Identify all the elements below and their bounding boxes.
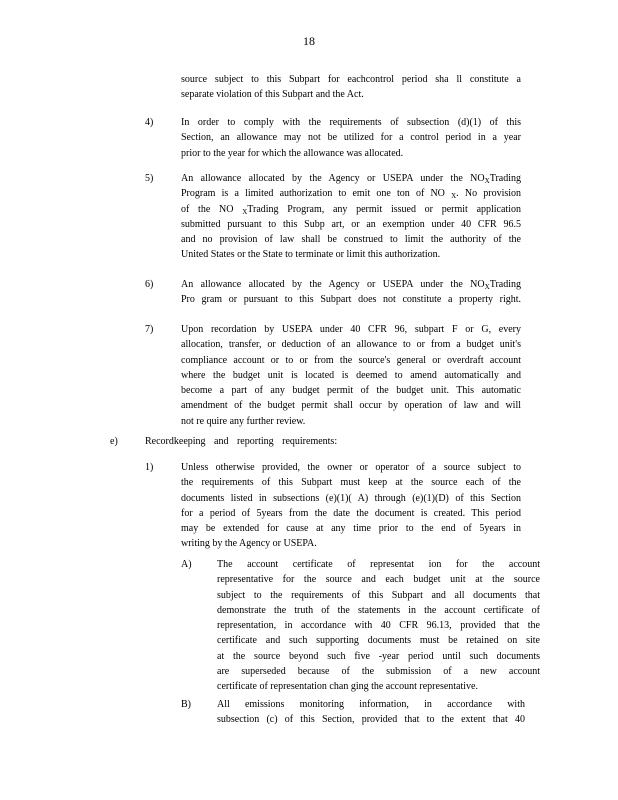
text-line: Unless otherwise provided, the owner or operator of a source subject to	[181, 462, 521, 473]
text-line: where the budget unit is located is deemed to amend automatically and	[181, 369, 521, 381]
text-line: submitted pursuant to this Subp art, or an exemption under 40 CFR 96.5	[181, 218, 521, 230]
paragraph-item-7	[181, 322, 521, 429]
text-line: demonstrate the truth of the statements in the account certificate of	[217, 604, 540, 616]
paragraph-item-5	[181, 171, 521, 263]
paragraph-item-6	[181, 277, 521, 308]
paragraph-item-4	[181, 115, 521, 161]
continuation-paragraph	[181, 72, 521, 103]
section-heading: Recordkeeping and reporting requirements:	[145, 436, 338, 447]
text-line: subject to the requirements of this Subpart and all documents that	[217, 589, 540, 601]
text-line: separate violation of this Subpart and the Act.	[181, 89, 364, 101]
text-line: Pro gram or pursuant to this Subpart does not constitute a property right.	[181, 294, 521, 306]
text-line: at the source beyond such five -year period until such documents	[217, 650, 540, 662]
text-line: The account certificate of representat ion for the account	[217, 559, 540, 570]
item-label: B)	[181, 699, 191, 710]
text-line: representation, in accordance with 40 CFR 96.13, provided that the	[217, 620, 540, 632]
text-line: writing by the Agency or USEPA.	[181, 538, 317, 550]
text-line: source subject to this Subpart for eachcontrol period sha ll constitute a	[181, 74, 521, 85]
item-label: 6)	[145, 279, 154, 290]
paragraph-e-1-b	[217, 697, 525, 728]
text-line: become a part of any budget permit of the budget unit. This automatic	[181, 385, 521, 397]
text-line: may be extended for cause at any time prior to the end of 5years in	[181, 523, 521, 535]
paragraph-e-1-a	[217, 557, 540, 695]
text-line: In order to comply with the requirements of subsection (d)(1) of this	[181, 117, 521, 128]
item-label: 5)	[145, 173, 154, 184]
paragraph-e-1	[181, 460, 521, 552]
text-line: An allowance allocated by the Agency or USEPA under the $NO_XTrading$	[181, 173, 521, 185]
section-label: e)	[110, 436, 118, 447]
text-line: documents listed in subsections (e)(1)( A) through (e)(1)(D) of this Section	[181, 492, 521, 504]
text-line: subsection (c) of this Section, provided that to the extent that 40	[217, 714, 525, 726]
text-line: are superseded because of the submission of a new account	[217, 666, 540, 678]
text-line: All emissions monitoring information, in accordance with	[217, 699, 525, 710]
text-line: the requirements of this Subpart must keep at the source each of the	[181, 477, 521, 489]
text-line: prior to the year for which the allowance was allocated.	[181, 147, 404, 159]
text-line: An allowance allocated by the Agency or USEPA under the $NO_XTrading$	[181, 279, 521, 291]
item-label: 4)	[145, 117, 154, 128]
page-number: 18	[303, 34, 315, 48]
text-line: representative for the source and each budget unit at the source	[217, 574, 540, 586]
text-line: Program is a limited authorization to emit one ton of NO $_X$. No provision	[181, 188, 521, 201]
text-line: not re quire any further review.	[181, 415, 306, 427]
text-line: for a period of 5years from the date the document is created. This period	[181, 507, 521, 519]
text-line: Section, an allowance may not be utilized for a control period in a year	[181, 132, 521, 144]
text-line: amendment of the budget permit shall occur by operation of law and will	[181, 400, 521, 412]
item-label: 7)	[145, 324, 154, 335]
text-line: United States or the State to terminate or limit this authorization.	[181, 249, 441, 261]
text-line: of the NO $_X$Trading Program, any permit issued or permit application	[181, 203, 521, 216]
text-line: allocation, transfer, or deduction of an allowance to or from a budget unit's	[181, 339, 521, 351]
text-line: Upon recordation by USEPA under 40 CFR 96, subpart F or G, every	[181, 324, 521, 335]
text-line: compliance account or to or from the source's general or overdraft account	[181, 354, 521, 366]
item-label: 1)	[145, 462, 154, 473]
text-line: certificate of representation chan ging the account representative.	[217, 681, 478, 693]
text-line: certificate and such supporting documents must be retained on site	[217, 635, 540, 647]
text-line: and no provision of law shall be construed to limit the authority of the	[181, 234, 521, 246]
item-label: A)	[181, 559, 192, 570]
